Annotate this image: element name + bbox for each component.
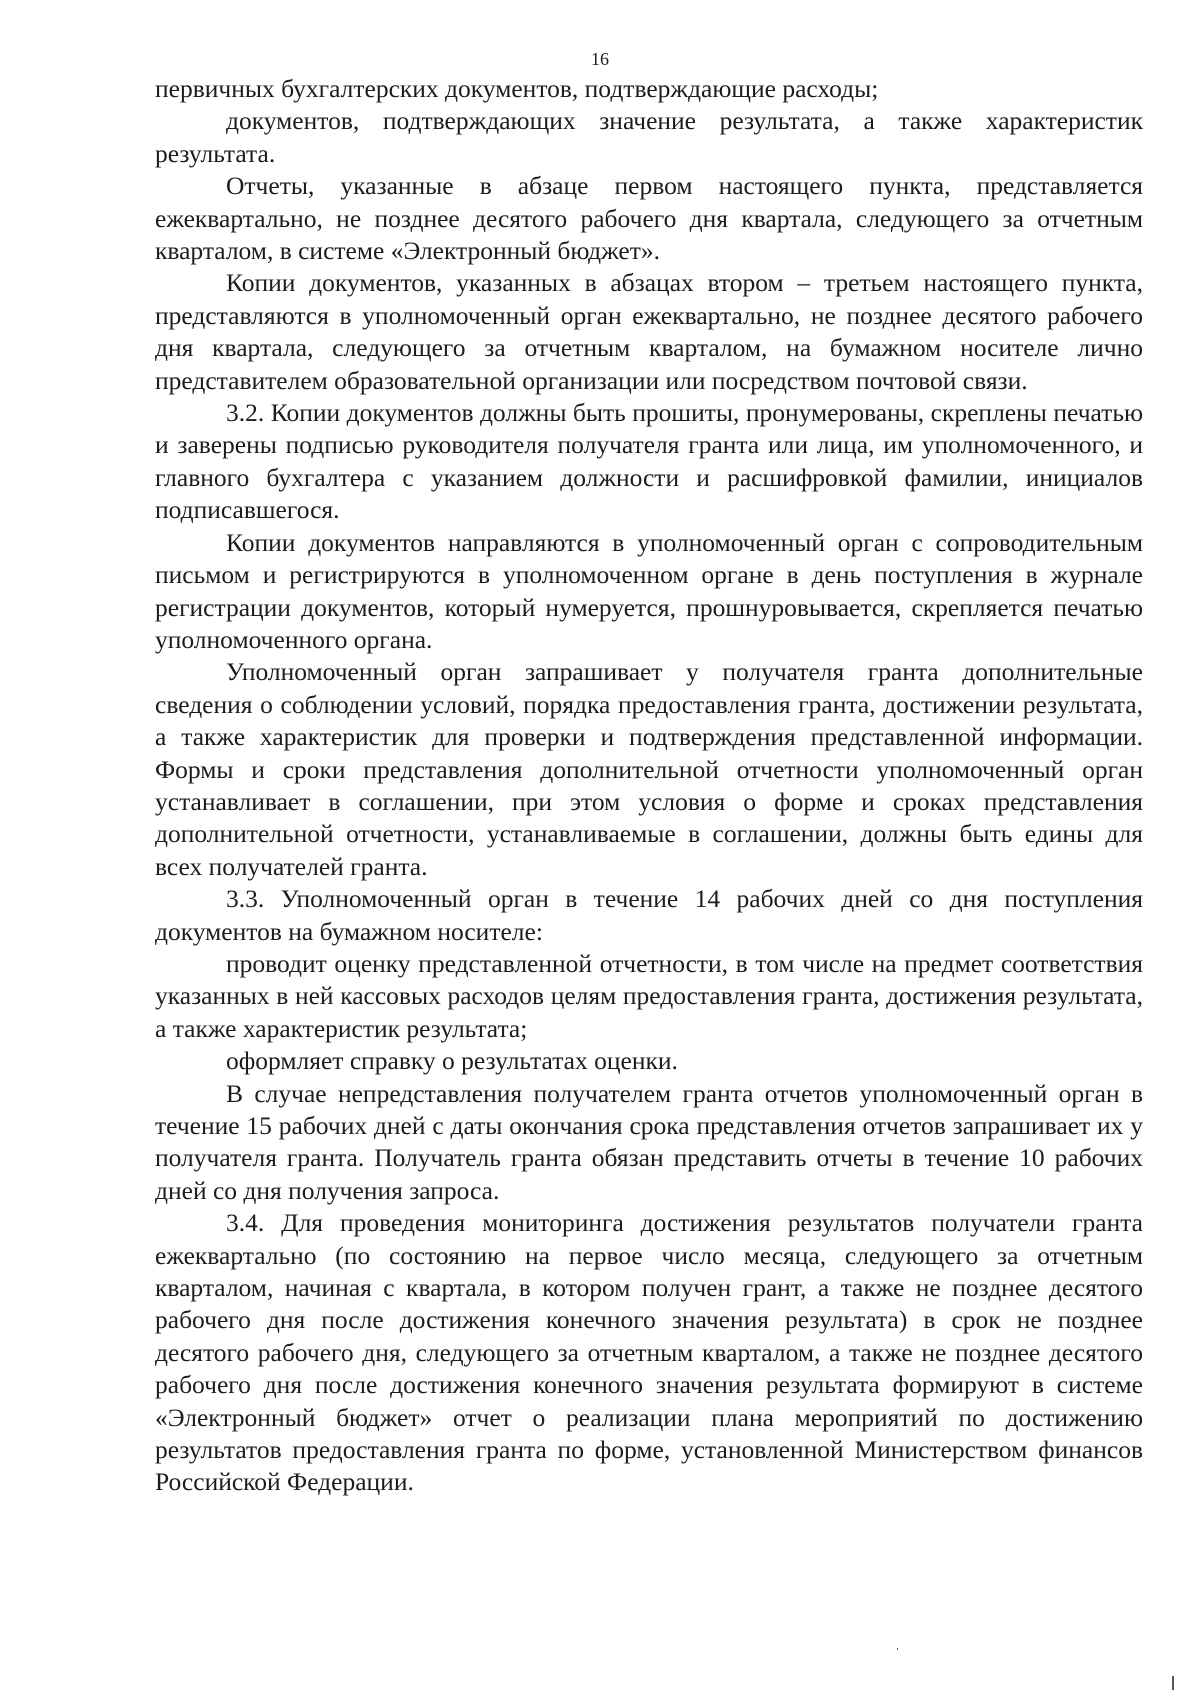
scan-artifact bbox=[897, 1648, 898, 1650]
page-number: 16 bbox=[591, 49, 609, 69]
document-body bbox=[155, 73, 1143, 1499]
paragraph-continuation: первичных бухгалтерских документов, подтверждающие расходы; bbox=[155, 74, 879, 103]
paragraph-clause-3-3: 3.3. Уполномоченный орган в течение 14 рабочих дней со дня поступления документов на бумажном носителе: bbox=[155, 884, 1143, 946]
paragraph-clause-3-2: 3.2. Копии документов должны быть прошиты, пронумерованы, скреплены печатью и заверены подписью руководителя получателя гранта или лица, им уполномоченного, и главного бухгалтера с указанием должности и расшифровкой фамилии, инициалов подписавшегося. bbox=[155, 398, 1143, 525]
paragraph: Копии документов направляются в уполномоченный орган с сопроводительным письмом и регистрируются в уполномоченном органе в день поступления в журнале регистрации документов, который нумеруется, прошнуровывается, скрепляется печатью уполномоченного органа. bbox=[155, 527, 1143, 654]
paragraph: Уполномоченный орган запрашивает у получателя гранта дополнительные сведения о соблюдении условий, порядка предоставления гранта, достижении результата, а также характеристик для проверки и подтверждения представленной информации. Формы и сроки представления дополнительной отчетности уполномоченный орган устанавливает в соглашении, при этом условия о форме и сроках представления дополнительной отчетности, устанавливаемые в соглашении, должны быть едины для всех получателей гранта. bbox=[155, 657, 1143, 881]
paragraph-clause-3-4: 3.4. Для проведения мониторинга достижения результатов получатели гранта ежеквартально (по состоянию на первое число месяца, следующего за отчетным кварталом, начиная с квартала, в котором получен грант, а также не позднее десятого рабочего дня после достижения конечного значения результата) в срок не позднее десятого рабочего дня, следующего за отчетным кварталом, а также не позднее десятого рабочего дня после достижения конечного значения результата формируют в системе «Электронный бюджет» отчет о реализации плана мероприятий по достижению результатов предоставления гранта по форме, установленной Министерством финансов Российской Федерации. bbox=[155, 1208, 1143, 1497]
paragraph: Отчеты, указанные в абзаце первом настоящего пункта, представляется ежеквартально, не позднее десятого рабочего дня квартала, следующего за отчетным кварталом, в системе «Электронный бюджет». bbox=[155, 171, 1143, 266]
paragraph: Копии документов, указанных в абзацах втором – третьем настоящего пункта, представляются в уполномоченный орган ежеквартально, не позднее десятого рабочего дня квартала, следующего за отчетным кварталом, на бумажном носителе лично представителем образовательной организации или посредством почтовой связи. bbox=[155, 268, 1143, 395]
scan-artifact bbox=[1172, 1676, 1174, 1690]
paragraph: документов, подтверждающих значение результата, а также характеристик результата. bbox=[155, 106, 1143, 168]
paragraph: оформляет справку о результатах оценки. bbox=[226, 1046, 678, 1076]
paragraph: В случае непредставления получателем гранта отчетов уполномоченный орган в течение 15 рабочих дней с даты окончания срока представления отчетов запрашивает их у получателя гранта. Получатель гранта обязан представить отчеты в течение 10 рабочих дней со дня получения запроса. bbox=[155, 1078, 1143, 1205]
paragraph: проводит оценку представленной отчетности, в том числе на предмет соответствия указанных в ней кассовых расходов целям предоставления гранта, достижения результата, а также характеристик результата; bbox=[155, 948, 1143, 1043]
